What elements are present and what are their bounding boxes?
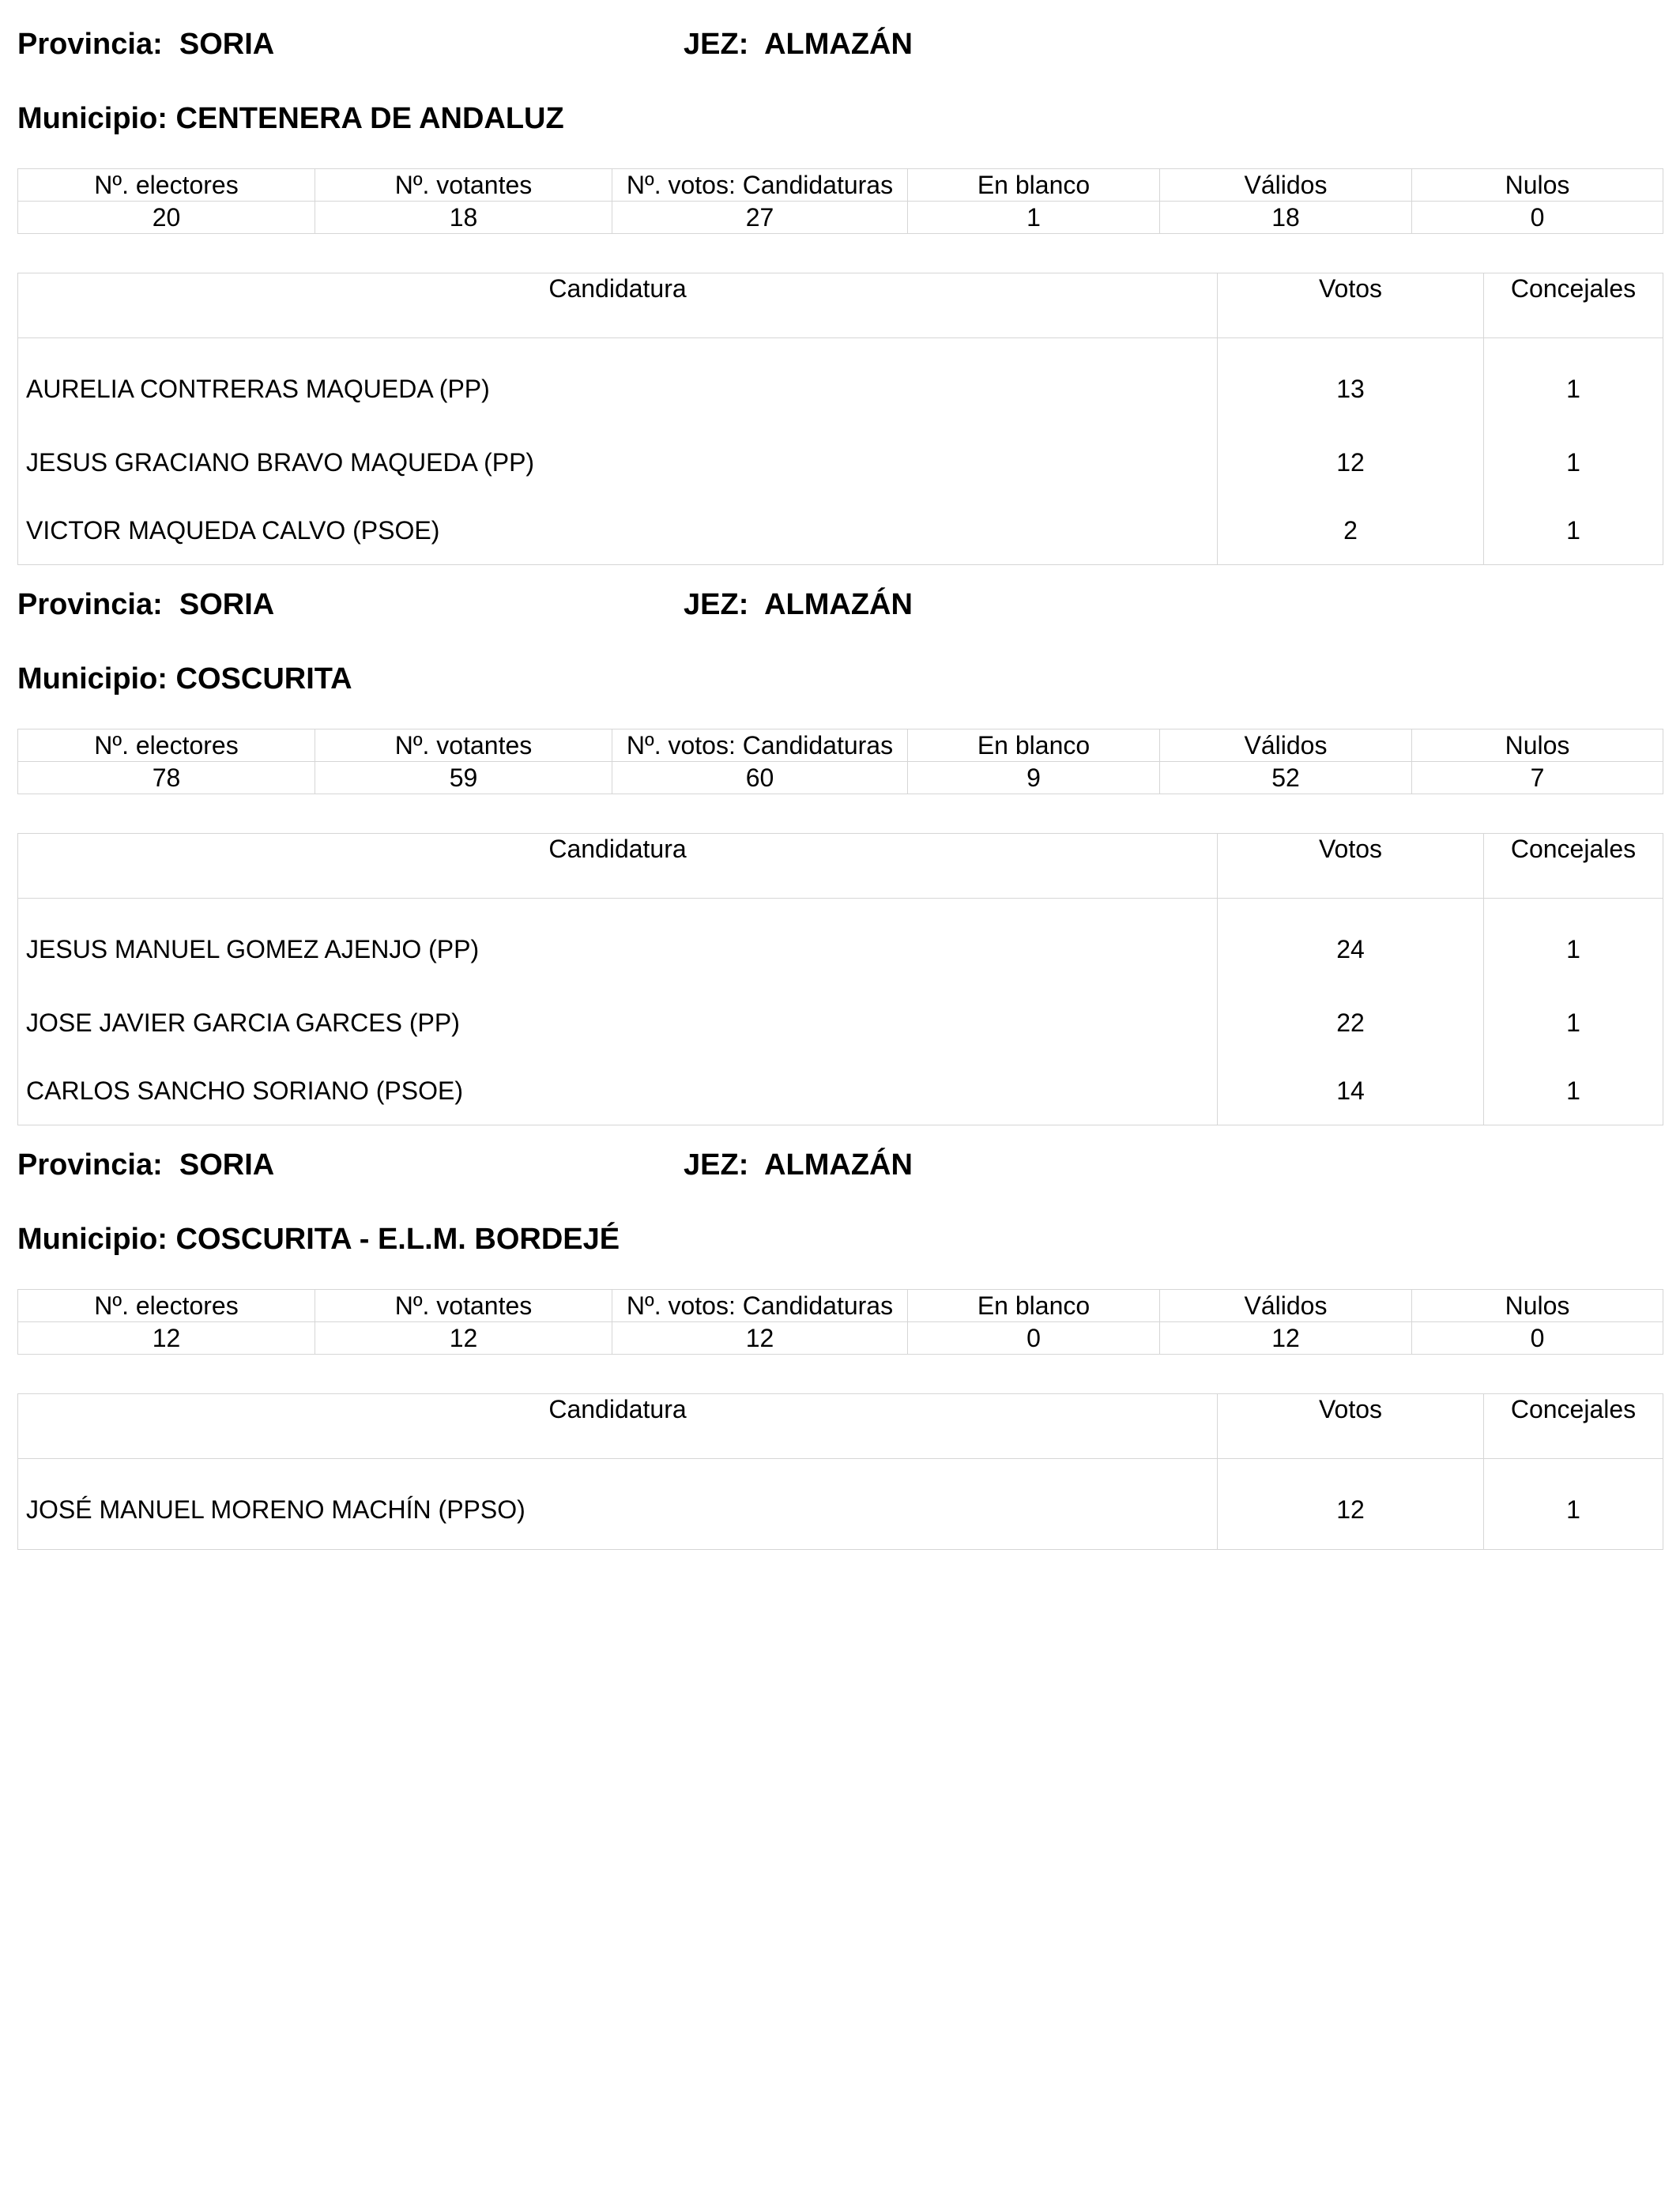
stats-table (17, 729, 1663, 794)
stats-value-votantes: 59 (315, 762, 612, 794)
jez-label: JEZ: (684, 588, 749, 621)
stats-value-nulos: 0 (1412, 1322, 1663, 1355)
stats-value-electores: 20 (18, 202, 315, 234)
candidate-row (18, 338, 1663, 429)
candidates-header-row (18, 834, 1663, 899)
candidate-name: JOSÉ MANUEL MORENO MACHÍN (PPSO) (18, 1459, 1218, 1550)
candidate-row (18, 899, 1663, 990)
stats-value-votantes: 18 (315, 202, 612, 234)
provincia-line (17, 1148, 274, 1182)
jez-line (684, 1148, 913, 1182)
provincia-line (17, 27, 274, 62)
stats-header-row (18, 729, 1663, 762)
jez-value: ALMAZÁN (764, 588, 913, 621)
municipio-value: COSCURITA (175, 662, 352, 696)
stats-header-en-blanco: En blanco (908, 729, 1160, 762)
candidate-name: CARLOS SANCHO SORIANO (PSOE) (18, 1057, 1218, 1125)
candidates-header-row (18, 1394, 1663, 1459)
stats-value-validos: 18 (1160, 202, 1412, 234)
stats-header-row (18, 1290, 1663, 1322)
candidate-votos: 13 (1218, 338, 1484, 429)
candidate-row (18, 496, 1663, 565)
stats-header-en-blanco: En blanco (908, 169, 1160, 202)
stats-header-votantes: Nº. votantes (315, 1290, 612, 1322)
stats-value-en-blanco: 0 (908, 1322, 1160, 1355)
stats-value-validos: 52 (1160, 762, 1412, 794)
candidate-votos: 12 (1218, 1459, 1484, 1550)
stats-header-nulos: Nulos (1412, 1290, 1663, 1322)
stats-header-electores: Nº. electores (18, 1290, 315, 1322)
candidate-concejales: 1 (1484, 989, 1663, 1057)
stats-value-nulos: 0 (1412, 202, 1663, 234)
candidates-table (17, 1393, 1663, 1550)
stats-header-electores: Nº. electores (18, 729, 315, 762)
stats-header-validos: Válidos (1160, 169, 1412, 202)
candidate-row (18, 989, 1663, 1057)
provincia-label: Provincia: (17, 588, 163, 621)
stats-value-votos-candidaturas: 60 (612, 762, 908, 794)
header-votos: Votos (1218, 273, 1484, 338)
header-concejales: Concejales (1484, 273, 1663, 338)
stats-header-votantes: Nº. votantes (315, 729, 612, 762)
municipio-line (17, 1222, 620, 1257)
stats-header-votantes: Nº. votantes (315, 169, 612, 202)
candidate-concejales: 1 (1484, 1057, 1663, 1125)
candidate-votos: 12 (1218, 428, 1484, 496)
stats-table (17, 1289, 1663, 1355)
jez-line (684, 587, 913, 622)
municipio-label: Municipio: (17, 662, 168, 696)
municipio-line (17, 101, 564, 136)
stats-header-nulos: Nulos (1412, 169, 1663, 202)
candidate-name: AURELIA CONTRERAS MAQUEDA (PP) (18, 338, 1218, 429)
provincia-label: Provincia: (17, 28, 163, 61)
stats-value-row (18, 762, 1663, 794)
header-votos: Votos (1218, 1394, 1484, 1459)
stats-value-nulos: 7 (1412, 762, 1663, 794)
stats-value-row (18, 1322, 1663, 1355)
stats-header-votos-candidaturas: Nº. votos: Candidaturas (612, 729, 908, 762)
candidate-name: VICTOR MAQUEDA CALVO (PSOE) (18, 496, 1218, 565)
stats-value-votos-candidaturas: 12 (612, 1322, 908, 1355)
provincia-value: SORIA (179, 1148, 275, 1182)
header-concejales: Concejales (1484, 1394, 1663, 1459)
candidates-header-row (18, 273, 1663, 338)
header-votos: Votos (1218, 834, 1484, 899)
jez-line (684, 27, 913, 62)
candidate-votos: 22 (1218, 989, 1484, 1057)
candidate-row (18, 428, 1663, 496)
stats-header-en-blanco: En blanco (908, 1290, 1160, 1322)
municipio-label: Municipio: (17, 1223, 168, 1256)
municipio-value: COSCURITA - E.L.M. BORDEJÉ (175, 1223, 620, 1256)
stats-value-validos: 12 (1160, 1322, 1412, 1355)
stats-value-votantes: 12 (315, 1322, 612, 1355)
header-candidatura: Candidatura (18, 834, 1218, 899)
stats-header-row (18, 169, 1663, 202)
candidate-votos: 14 (1218, 1057, 1484, 1125)
jez-value: ALMAZÁN (764, 1148, 913, 1182)
stats-header-votos-candidaturas: Nº. votos: Candidaturas (612, 169, 908, 202)
stats-value-row (18, 202, 1663, 234)
candidates-table (17, 273, 1663, 565)
jez-label: JEZ: (684, 1148, 749, 1182)
municipio-value: CENTENERA DE ANDALUZ (175, 102, 564, 135)
candidate-name: JESUS GRACIANO BRAVO MAQUEDA (PP) (18, 428, 1218, 496)
stats-value-en-blanco: 9 (908, 762, 1160, 794)
candidate-name: JOSE JAVIER GARCIA GARCES (PP) (18, 989, 1218, 1057)
candidate-row (18, 1459, 1663, 1550)
candidate-name: JESUS MANUEL GOMEZ AJENJO (PP) (18, 899, 1218, 990)
stats-header-votos-candidaturas: Nº. votos: Candidaturas (612, 1290, 908, 1322)
jez-label: JEZ: (684, 28, 749, 61)
stats-value-votos-candidaturas: 27 (612, 202, 908, 234)
stats-header-electores: Nº. electores (18, 169, 315, 202)
candidate-concejales: 1 (1484, 338, 1663, 429)
candidate-concejales: 1 (1484, 899, 1663, 990)
municipio-label: Municipio: (17, 102, 168, 135)
header-concejales: Concejales (1484, 834, 1663, 899)
stats-header-nulos: Nulos (1412, 729, 1663, 762)
header-candidatura: Candidatura (18, 273, 1218, 338)
municipio-line (17, 662, 352, 696)
stats-header-validos: Válidos (1160, 729, 1412, 762)
stats-value-electores: 12 (18, 1322, 315, 1355)
candidates-table (17, 833, 1663, 1125)
header-candidatura: Candidatura (18, 1394, 1218, 1459)
candidate-concejales: 1 (1484, 496, 1663, 565)
candidate-row (18, 1057, 1663, 1125)
provincia-line (17, 587, 274, 622)
stats-value-en-blanco: 1 (908, 202, 1160, 234)
provincia-value: SORIA (179, 588, 275, 621)
candidate-votos: 2 (1218, 496, 1484, 565)
candidate-concejales: 1 (1484, 428, 1663, 496)
provincia-label: Provincia: (17, 1148, 163, 1182)
stats-value-electores: 78 (18, 762, 315, 794)
candidate-concejales: 1 (1484, 1459, 1663, 1550)
jez-value: ALMAZÁN (764, 28, 913, 61)
stats-table (17, 168, 1663, 234)
stats-header-validos: Válidos (1160, 1290, 1412, 1322)
provincia-value: SORIA (179, 28, 275, 61)
candidate-votos: 24 (1218, 899, 1484, 990)
